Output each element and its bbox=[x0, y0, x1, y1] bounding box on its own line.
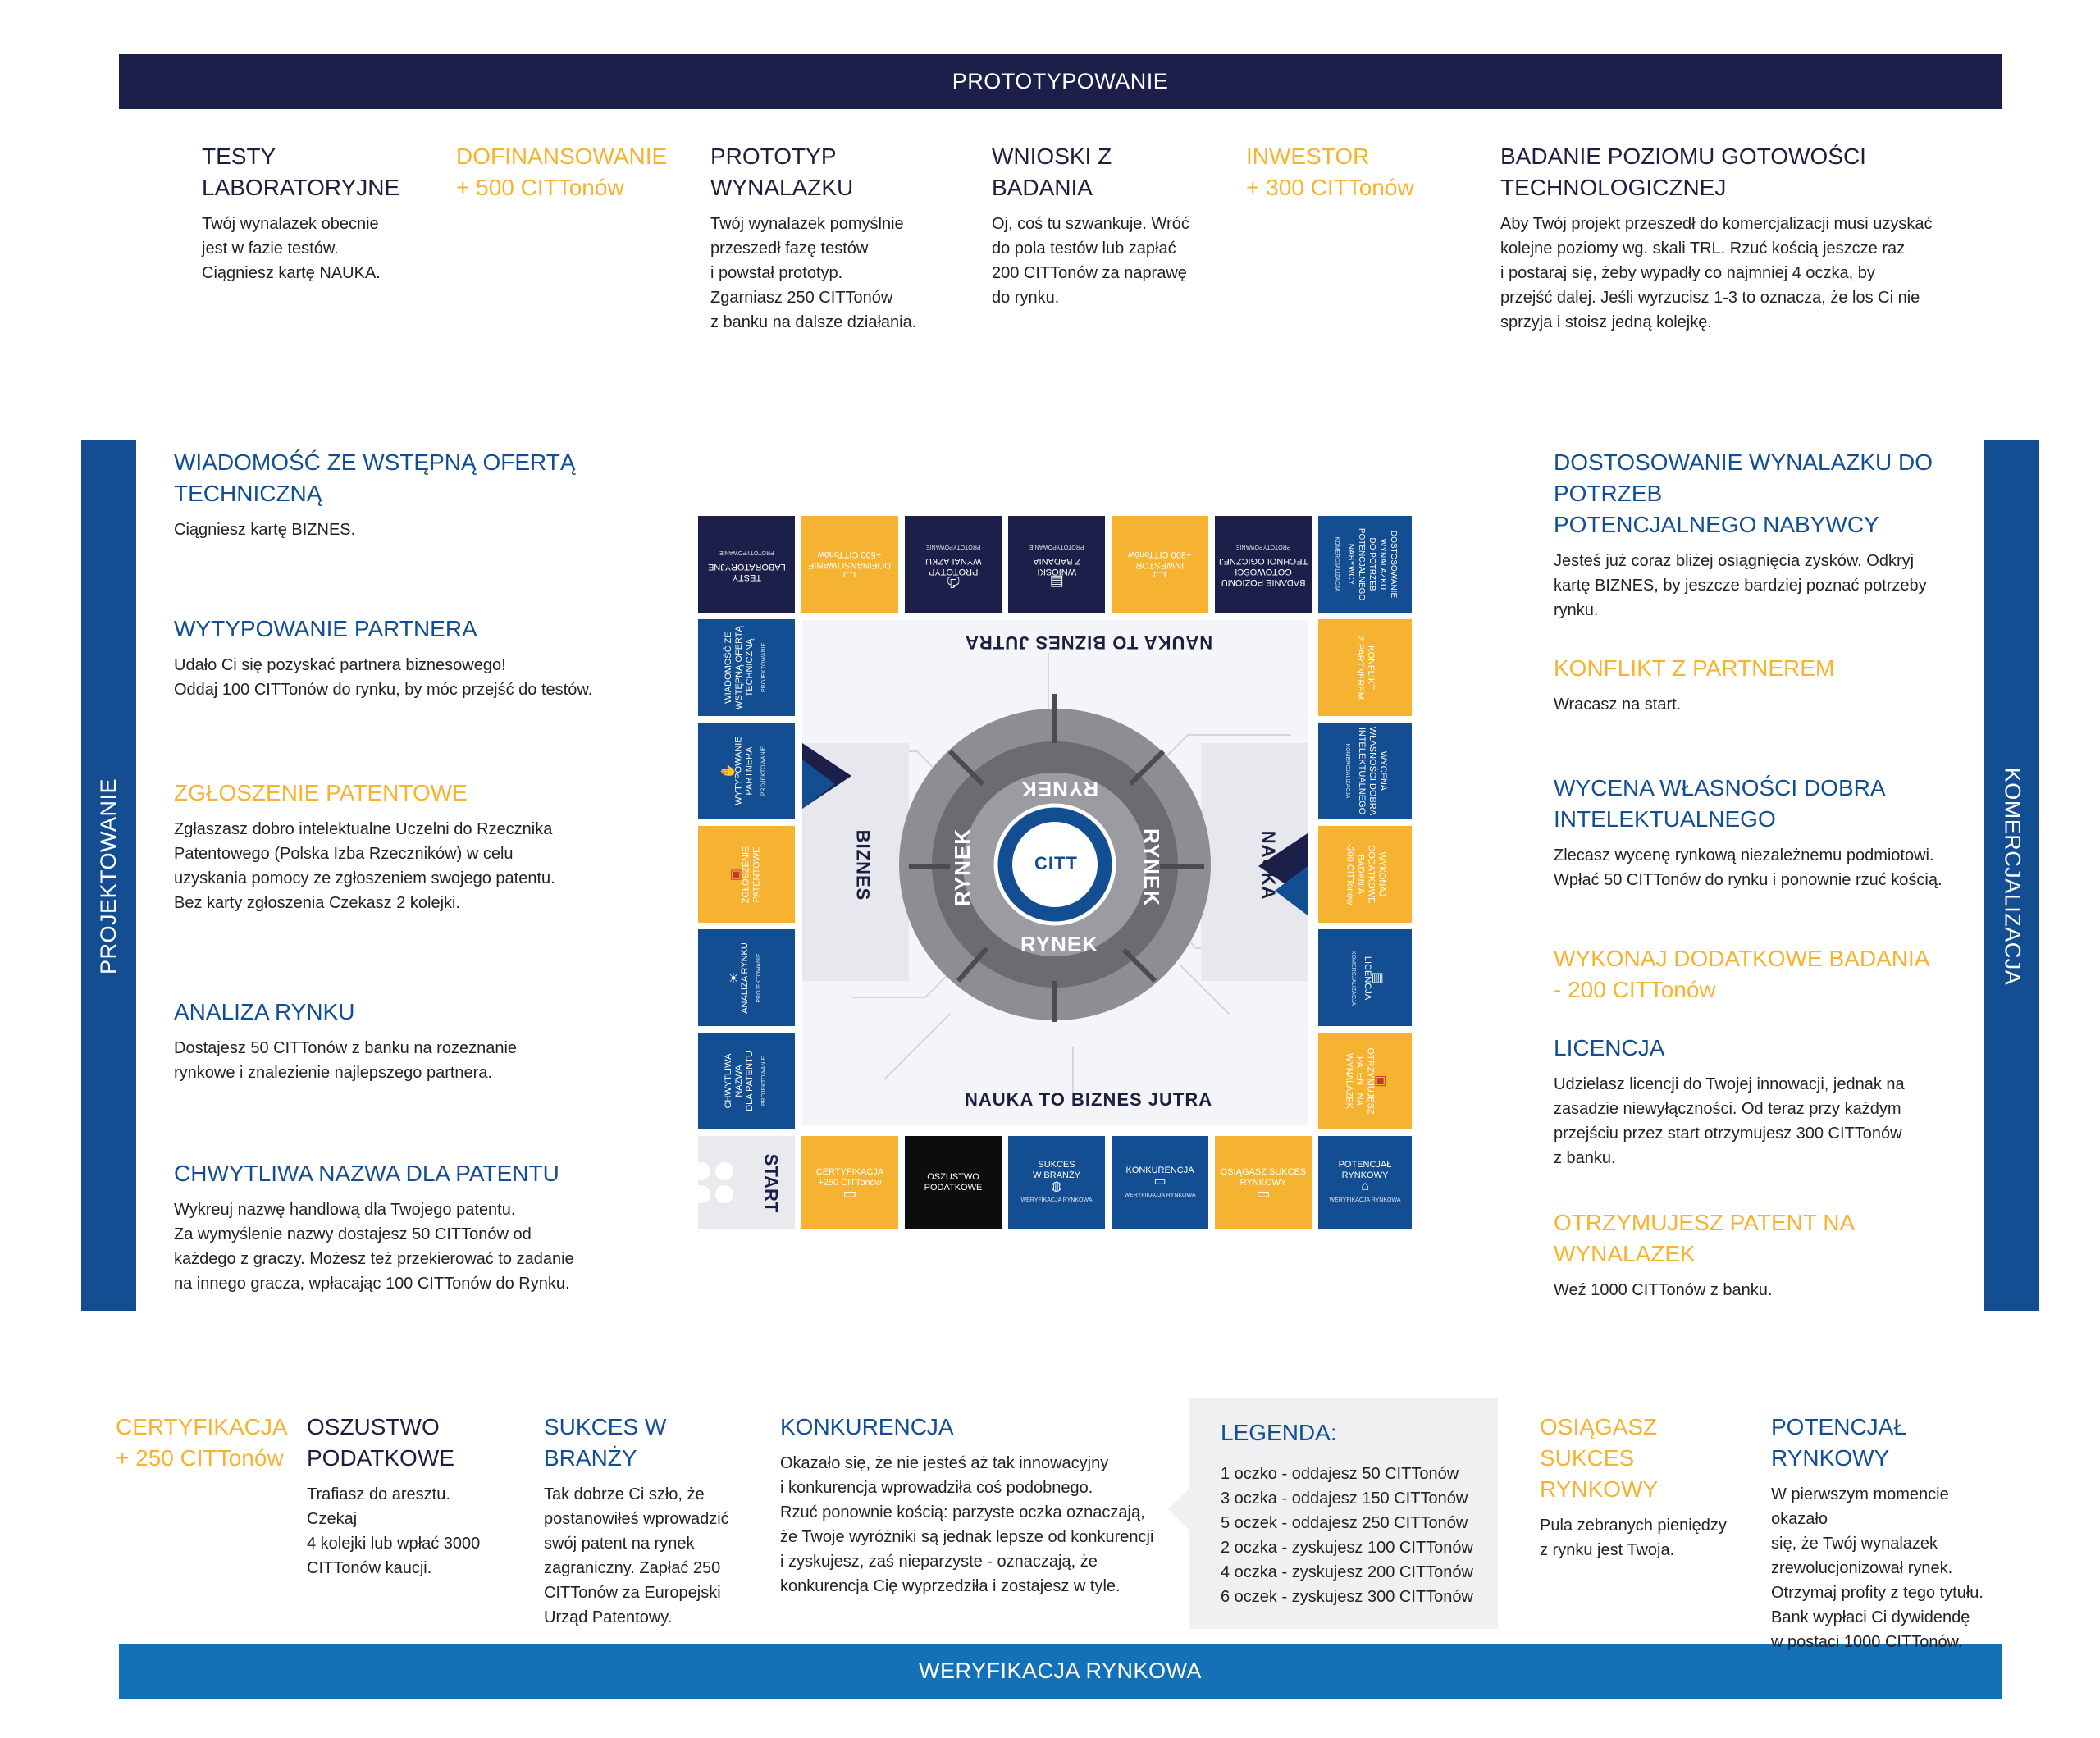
board-square-oszustwo[interactable] bbox=[905, 1136, 1002, 1229]
printer-icon: ⎙ bbox=[947, 574, 960, 591]
board-square-wytypowanie[interactable] bbox=[698, 723, 795, 819]
desc-title: ANALIZA RYNKU bbox=[174, 999, 355, 1024]
board-square-licencja[interactable] bbox=[1318, 929, 1412, 1026]
desc-licencja bbox=[1554, 1033, 1964, 1170]
desc-title: KONFLIKT Z PARTNEREM bbox=[1554, 655, 1835, 681]
patent-office-icon: ▣ bbox=[728, 868, 743, 881]
square-band: PROTOTYPOWANIE bbox=[1029, 544, 1084, 550]
square-band: PROJEKTOWANIE bbox=[760, 746, 767, 796]
square-label: SUKCES W BRANŻY bbox=[1032, 1160, 1081, 1180]
square-band: WERYFIKACJA RYNKOWA bbox=[1124, 1192, 1196, 1198]
desc-title: DOFINANSOWANIE + 500 CITTonów bbox=[456, 144, 668, 200]
desc-inwestor bbox=[1246, 141, 1443, 212]
desc-osiagasz bbox=[1540, 1412, 1737, 1562]
desc-title: SUKCES W BRANŻY bbox=[544, 1414, 667, 1471]
left-bar-projektowanie bbox=[81, 440, 136, 1311]
desc-title: OTRZYMUJESZ PATENT NA WYNALAZEK bbox=[1554, 1210, 1854, 1266]
board-square-chwytliwa[interactable] bbox=[698, 1033, 795, 1129]
desc-title: OSZUSTWO PODATKOWE bbox=[307, 1414, 454, 1471]
desc-title: CHWYTLIWA NAZWA DLA PATENTU bbox=[174, 1161, 559, 1186]
top-bar-prototypowanie bbox=[119, 54, 2002, 109]
desc-title: PROTOTYP WYNALAZKU bbox=[710, 144, 854, 200]
money-icon: ▭ bbox=[1256, 1184, 1271, 1202]
desc-wykonaj bbox=[1554, 943, 1964, 1014]
desc-text: Wracasz na start. bbox=[1554, 696, 1682, 714]
desc-title: WYTYPOWANIE PARTNERA bbox=[174, 616, 477, 641]
bottom-bar-weryfikacja bbox=[119, 1644, 2002, 1699]
desc-dofinansowanie bbox=[456, 141, 668, 212]
desc-text: Udzielasz licencji do Twojej innowacji, jednak na zasadzie niewyłączności. Od teraz przy każdym przejściu przez start otrzymujesz 300 CITTonów z banku. bbox=[1554, 1075, 1905, 1167]
board-square-konflikt[interactable] bbox=[1318, 619, 1412, 716]
board-square-wykonaj[interactable] bbox=[1318, 826, 1412, 923]
money-icon: ▭ bbox=[842, 567, 857, 584]
square-band: PROJEKTOWANIE bbox=[756, 952, 762, 1003]
square-label: LICENCJA bbox=[1362, 956, 1372, 1000]
label-rynek-top: RYNEK bbox=[1020, 777, 1099, 801]
square-label: KONFLIKT Z PARTNEREM bbox=[1354, 636, 1376, 700]
square-band: KOMERCJALIZACJA bbox=[1349, 950, 1356, 1006]
money-icon: ▭ bbox=[1153, 567, 1167, 584]
square-label: WYTYPOWANIE PARTNERA bbox=[733, 737, 755, 805]
board-square-osiagasz[interactable] bbox=[1215, 1136, 1312, 1229]
desc-title: OSIĄGASZ SUKCES RYNKOWY bbox=[1540, 1414, 1659, 1502]
square-label: TESTY LABORATORYJNE bbox=[707, 561, 786, 582]
desc-konkurencja bbox=[780, 1412, 1157, 1599]
desc-text: Udało Ci się pozyskać partnera biznesowego! Oddaj 100 CITTonów do rynku, by móc przejść do testów. bbox=[174, 656, 593, 699]
desc-potencjal bbox=[1771, 1412, 1984, 1654]
desc-text: Ciągniesz kartę BIZNES. bbox=[174, 521, 356, 539]
board-square-analiza[interactable] bbox=[698, 929, 795, 1026]
left-bar-label: PROJEKTOWANIE bbox=[96, 778, 121, 974]
desc-wycena bbox=[1554, 773, 1964, 892]
desc-wiadomosc bbox=[174, 447, 600, 542]
desc-text: Oj, coś tu szwankuje. Wróć do pola testów lub zapłać 200 CITTonów za naprawę do rynku. bbox=[992, 215, 1189, 307]
square-band: KOMERCJALIZACJA bbox=[1333, 536, 1340, 592]
desc-text: Dostajesz 50 CITTonów z banku na rozeznanie rynkowe i znalezienie najlepszego partnera. bbox=[174, 1039, 518, 1082]
legend-list bbox=[1221, 1462, 1473, 1609]
top-bar-label: PROTOTYPOWANIE bbox=[952, 69, 1169, 94]
desc-text: Trafiasz do aresztu. Czekaj 4 kolejki lub wpłać 3000 CITTonów kaucji. bbox=[307, 1485, 481, 1577]
label-nauka: NAUKA bbox=[1258, 830, 1280, 901]
right-bar-label: KOMERCJALIZACJA bbox=[2000, 767, 2025, 985]
board-square-otrzymujesz-patent[interactable] bbox=[1318, 1033, 1412, 1129]
desc-analiza bbox=[174, 997, 633, 1085]
legend-item: 4 oczka - zyskujesz 200 CITTonów bbox=[1221, 1563, 1473, 1581]
game-board bbox=[698, 516, 1412, 1229]
desc-oszustwo bbox=[307, 1412, 504, 1581]
square-label: ANALIZA RYNKU bbox=[739, 942, 750, 1014]
board-square-badanie-poziomu[interactable] bbox=[1215, 516, 1312, 613]
square-label: CHWYTLIWA NAZWA DLA PATENTU bbox=[724, 1051, 755, 1111]
square-band: PROTOTYPOWANIE bbox=[1235, 544, 1291, 550]
board-square-sukces-branzy[interactable] bbox=[1008, 1136, 1105, 1229]
desc-text: Wykreuj nazwę handlową dla Twojego patentu. Za wymyślenie nazwy dostajesz 50 CITTonów od każdego z graczy. Możesz też przekierować to zadanie na innego gracza, wpłacając 100 CITTonów do Rynku. bbox=[174, 1201, 574, 1293]
square-band: WERYFIKACJA RYNKOWA bbox=[1020, 1197, 1093, 1203]
desc-text: Aby Twój projekt przeszedł do komercjalizacji musi uzyskać kolejne poziomy wg. skali TRL. Rzuć kością jeszcze raz i postaraj się, żeby wypadły co najmniej 4 oczka, by przejść dalej. Jeśli wyrzucisz 1-3 to oznacza, że los Ci nie sprzyja i stoisz jedną kolejkę. bbox=[1500, 215, 1933, 331]
board-square-konkurencja[interactable] bbox=[1112, 1136, 1208, 1229]
square-label: CERTYFIKACJA +250 CITTonów bbox=[815, 1166, 884, 1188]
board-square-prototyp[interactable] bbox=[905, 516, 1002, 613]
desc-title: WIADOMOŚĆ ZE WSTĘPNĄ OFERTĄ TECHNICZNĄ bbox=[174, 449, 576, 506]
globe-icon: ◍ bbox=[1051, 1179, 1062, 1193]
desc-text: Zlecasz wycenę rynkową niezależnemu podmiotowi. Wpłać 50 CITTonów do rynku i ponownie rzuć kością. bbox=[1554, 846, 1942, 889]
handshake-icon: ✋ bbox=[721, 763, 736, 779]
square-label: DOFINANSOWANIE +500 CITTonów bbox=[808, 549, 892, 570]
square-label: OTRZYMUJESZ PATENT NA WYNALAZEK bbox=[1344, 1047, 1376, 1115]
square-band: PROJEKTOWANIE bbox=[761, 1056, 767, 1106]
start-label: START bbox=[760, 1153, 782, 1212]
dice-icon bbox=[698, 1162, 733, 1203]
desc-text: Zgłaszasz dobro intelektualne Uczelni do Rzecznika Patentowego (Polska Izba Rzeczników) w celu uzyskania pomocy ze zgłoszeniem swojego patentu. Bez karty zgłoszenia Czekasz 2 kolejki. bbox=[174, 820, 555, 912]
board-square-wiadomosc[interactable] bbox=[698, 619, 795, 716]
board-square-certyfikacja[interactable] bbox=[801, 1136, 898, 1229]
label-rynek-left: RYNEK bbox=[950, 828, 975, 907]
desc-text: Weź 1000 CITTonów z banku. bbox=[1554, 1281, 1773, 1299]
desc-testy bbox=[202, 141, 399, 285]
desc-badanie-poziomu bbox=[1500, 141, 1960, 335]
square-label: DOSTOSOWANIE WYNALAZKU DO POTRZEB POTENCJALNEGO NABYWCY bbox=[1345, 527, 1398, 601]
square-band: PROJEKTOWANIE bbox=[761, 642, 767, 693]
slogan-top: NAUKA TO BIZNES JUTRA bbox=[965, 632, 1213, 653]
bottom-bar-label: WERYFIKACJA RYNKOWA bbox=[918, 1658, 1203, 1683]
desc-sukces-branzy bbox=[544, 1412, 741, 1630]
legend-box bbox=[1189, 1398, 1498, 1629]
legend-title: LEGENDA: bbox=[1221, 1420, 1337, 1445]
money-icon: ▭ bbox=[842, 1184, 857, 1202]
chat-icon: ▭ bbox=[1153, 1174, 1166, 1188]
square-band: PROTOTYPOWANIE bbox=[925, 544, 981, 550]
square-label: ZGŁOSZENIE PATENTOWE bbox=[741, 846, 762, 903]
desc-patent bbox=[1554, 1207, 1964, 1302]
square-label: WIADOMOŚĆ ZE WSTĘPNĄ OFERTĄ TECHNICZNĄ bbox=[724, 626, 755, 709]
desc-chwytliwa bbox=[174, 1158, 633, 1296]
desc-text: W pierwszym momencie okazało się, że Twój wynalazek zrewolucjonizował rynek. Otrzymaj profity z tego tytułu. Bank wypłaci Ci dywidendę w postaci 1000 CITTonów. bbox=[1771, 1485, 1984, 1651]
desc-wytypowanie bbox=[174, 614, 633, 702]
desc-text: Pula zebranych pieniędzy z rynku jest Twoja. bbox=[1540, 1517, 1727, 1559]
desc-title: TESTY LABORATORYJNE bbox=[202, 144, 400, 200]
square-label: WNIOSKI Z BADANIA bbox=[1032, 556, 1081, 577]
square-band: WERYFIKACJA RYNKOWA bbox=[1329, 1197, 1401, 1203]
label-rynek-bottom: RYNEK bbox=[1020, 932, 1099, 956]
desc-title: KONKURENCJA bbox=[780, 1414, 954, 1439]
square-label: PROTOTYP WYNALAZKU bbox=[924, 556, 982, 577]
desc-text: Twój wynalazek obecnie jest w fazie testów. Ciągniesz kartę NAUKA. bbox=[202, 215, 381, 282]
desc-zgloszenie bbox=[174, 778, 633, 915]
desc-dostosowanie bbox=[1554, 447, 1964, 623]
legend-item: 5 oczek - oddajesz 250 CITTonów bbox=[1221, 1514, 1468, 1532]
desc-wnioski bbox=[992, 141, 1205, 310]
desc-certyfikacja bbox=[116, 1412, 296, 1482]
board-square-inwestor[interactable] bbox=[1112, 516, 1208, 613]
board-center bbox=[802, 620, 1308, 1125]
legend-item: 2 oczka - zyskujesz 100 CITTonów bbox=[1221, 1539, 1473, 1557]
square-band: KOMERCJALIZACJA bbox=[1344, 743, 1350, 799]
label-biznes: BIZNES bbox=[852, 829, 874, 901]
square-label: KONKURENCJA bbox=[1125, 1165, 1194, 1175]
square-label: OSIĄGASZ SUKCES RYNKOWY bbox=[1220, 1166, 1307, 1188]
square-label: OSZUSTWO PODATKOWE bbox=[924, 1172, 983, 1193]
desc-prototyp bbox=[710, 141, 924, 335]
desc-text: Jesteś już coraz bliżej osiągnięcia zysków. Odkryj kartę BIZNES, by jeszcze bardziej poznać potrzeby rynku. bbox=[1554, 552, 1927, 619]
board-square-dostosowanie[interactable] bbox=[1318, 516, 1412, 613]
bank-icon: ⌂ bbox=[1361, 1179, 1369, 1193]
board-square-testy[interactable] bbox=[698, 516, 795, 613]
board-square-zgloszenie[interactable] bbox=[698, 826, 795, 923]
board-square-potencjal[interactable] bbox=[1318, 1136, 1412, 1229]
bulb-icon: ☀ bbox=[727, 971, 742, 984]
patent-office-icon: ▣ bbox=[1374, 1074, 1388, 1088]
board-square-wnioski[interactable] bbox=[1008, 516, 1105, 613]
desc-title: CERTYFIKACJA + 250 CITTonów bbox=[116, 1414, 288, 1471]
desc-title: WYKONAJ DODATKOWE BADANIA - 200 CITTonów bbox=[1554, 946, 1930, 1002]
legend-item: 3 oczka - oddajesz 150 CITTonów bbox=[1221, 1489, 1468, 1508]
desc-title: ZGŁOSZENIE PATENTOWE bbox=[174, 780, 468, 805]
desc-title: POTENCJAŁ RYNKOWY bbox=[1771, 1414, 1906, 1471]
desc-title: DOSTOSOWANIE WYNALAZKU DO POTRZEB POTENCJALNEGO NABYWCY bbox=[1554, 449, 1933, 537]
desc-text: Okazało się, że nie jesteś aż tak innowacyjny i konkurencja wprowadziła coś podobnego. Rzuć ponownie kością: parzyste oczka oznaczają, że Twoje wyróżniki są jednak lepsze od konkurencji i zyskujesz, zaś nieparzyste - oznaczają, że konkurencja Cię wyprzedziła i zostajesz w tyle. bbox=[780, 1454, 1154, 1595]
legend-pointer bbox=[1168, 1488, 1189, 1530]
desc-title: LICENCJA bbox=[1554, 1035, 1665, 1061]
legend-item: 1 oczko - oddajesz 50 CITTonów bbox=[1221, 1465, 1459, 1483]
square-label: WYCENA WŁASNOŚCI DOBRA INTELEKTUALNEGO bbox=[1357, 726, 1388, 816]
desc-title: WYCENA WŁASNOŚCI DOBRA INTELEKTUALNEGO bbox=[1554, 775, 1886, 832]
square-band: PROTOTYPOWANIE bbox=[719, 549, 774, 555]
desc-title: BADANIE POZIOMU GOTOWOŚCI TECHNOLOGICZNEJ bbox=[1500, 144, 1866, 200]
square-label: BADANIE POZIOMU GOTOWOŚCI TECHNOLOGICZNEJ bbox=[1218, 556, 1308, 587]
board-square-wycena[interactable] bbox=[1318, 723, 1412, 819]
right-bar-komercjalizacja bbox=[1984, 440, 2039, 1311]
document-icon: ▤ bbox=[1049, 574, 1064, 591]
legend-item: 6 oczek - zyskujesz 300 CITTonów bbox=[1221, 1588, 1473, 1606]
desc-text: Twój wynalazek pomyślnie przeszedł fazę testów i powstał prototyp. Zgarniasz 250 CITTonów z banku na dalsze działania. bbox=[710, 215, 917, 331]
square-label: WYKONAJ DODATKOWE BADANIA -200 CITTonów bbox=[1344, 843, 1386, 905]
logo-citt: CITT bbox=[1034, 853, 1078, 874]
desc-title: INWESTOR + 300 CITTonów bbox=[1246, 144, 1414, 200]
desc-text: Tak dobrze Ci szło, że postanowiłeś wprowadzić swój patent na rynek zagraniczny. Zapłać 250 CITTonów za Europejski Urząd Patentowy. bbox=[544, 1485, 729, 1626]
board-square-dofinansowanie[interactable] bbox=[801, 516, 898, 613]
desc-title: WNIOSKI Z BADANIA bbox=[992, 144, 1112, 200]
square-label: INWESTOR +300 CITTonów bbox=[1128, 549, 1192, 570]
slogan-bottom: NAUKA TO BIZNES JUTRA bbox=[965, 1089, 1213, 1110]
board-square-start[interactable] bbox=[698, 1136, 795, 1229]
document-icon: ▤ bbox=[1370, 971, 1385, 984]
square-label: POTENCJAŁ RYNKOWY bbox=[1338, 1160, 1392, 1180]
desc-konflikt bbox=[1554, 653, 1964, 717]
label-rynek-right: RYNEK bbox=[1139, 828, 1165, 907]
